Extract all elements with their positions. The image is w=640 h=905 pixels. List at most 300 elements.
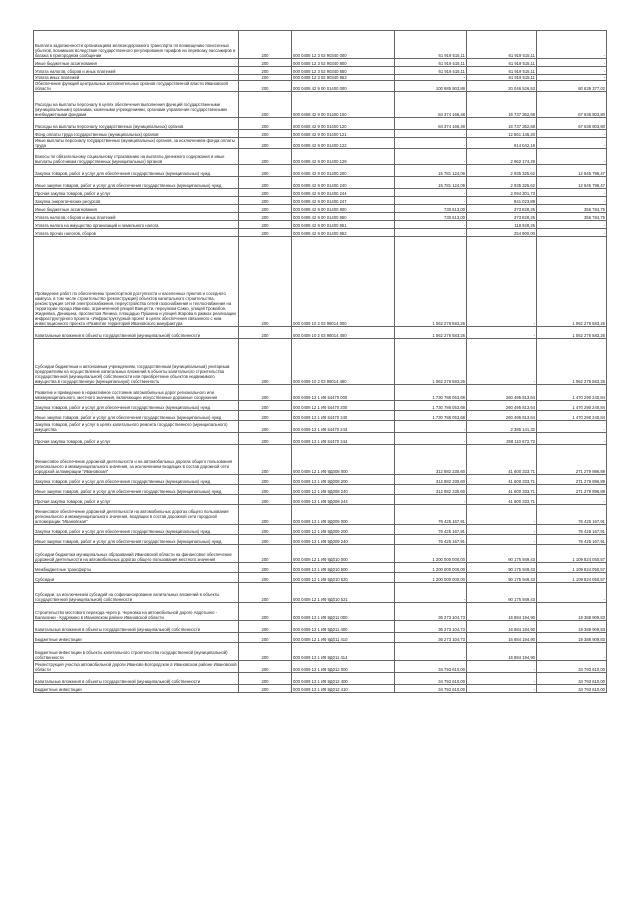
row-approved-amount: 76 425 167,91 xyxy=(395,505,467,525)
row-approved-amount: 312 882 230,60 xyxy=(395,445,467,475)
row-approved-amount: 84 374 166,48 xyxy=(395,118,467,130)
row-code: 200 xyxy=(239,221,292,229)
row-kbk: 000 0408 42 9 00 01400 247 xyxy=(292,197,395,205)
row-approved-amount: 1 200 000 000,00 xyxy=(395,545,467,563)
table-row xyxy=(34,545,607,563)
row-approved-amount: 1 062 276 583,26 xyxy=(395,237,467,327)
row-executed-amount: 41 600 333,71 xyxy=(467,475,537,485)
row-executed-amount: 16 737 362,68 xyxy=(467,118,537,130)
row-approved-amount: 34 793 610,00 xyxy=(395,673,467,685)
row-kbk: 000 0409 12 1 И8 9Д011 410 xyxy=(292,633,395,643)
row-unexecuted-amount: - xyxy=(537,189,607,197)
row-approved-amount: 36 273 104,73 xyxy=(395,633,467,643)
row-approved-amount: 1 730 786 053,68 xyxy=(395,401,467,411)
row-executed-amount: 90 175 949,43 xyxy=(467,573,537,583)
row-unexecuted-amount: 1 470 290 240,84 xyxy=(537,385,607,401)
row-name: Расходы на выплаты персоналу государственных (муниципальных) органов xyxy=(34,118,239,130)
row-executed-amount: 914 042,18 xyxy=(467,138,537,149)
row-unexecuted-amount: 67 636 803,80 xyxy=(537,118,607,130)
table-row xyxy=(34,673,607,685)
row-name: Иные выплаты персоналу государственных (муниципальных) органов, за исключением фонда оплаты труда xyxy=(34,138,239,149)
row-executed-amount: 41 600 333,71 xyxy=(467,485,537,495)
row-code: 200 xyxy=(239,411,292,421)
table-row xyxy=(34,633,607,643)
row-name: Закупка товаров, работ и услуг для обеспечения государственных (муниципальных) нужд xyxy=(34,475,239,485)
table-row xyxy=(34,563,607,573)
table-row xyxy=(34,445,607,475)
row-name: Фонд оплаты труда государственных (муниципальных) органов xyxy=(34,130,239,138)
row-executed-amount: 2 935 325,62 xyxy=(467,165,537,177)
row-kbk: 000 0408 42 9 00 01400 240 xyxy=(292,177,395,189)
table-row xyxy=(34,149,607,165)
row-unexecuted-amount: - xyxy=(537,138,607,149)
table-row xyxy=(34,411,607,421)
row-name: Прочая закупка товаров, работ и услуг xyxy=(34,189,239,197)
row-executed-amount: 373 828,25 xyxy=(467,213,537,221)
row-kbk: 000 0409 12 1 И8 9Д012 400 xyxy=(292,673,395,685)
row-kbk: 000 0409 10 2 03 98014 400 xyxy=(292,327,395,339)
row-executed-amount: - xyxy=(467,339,537,385)
row-unexecuted-amount: 1 062 276 583,26 xyxy=(537,237,607,327)
row-code: 200 xyxy=(239,75,292,81)
row-name: Уплата иных платежей xyxy=(34,75,239,81)
row-name: Прочая закупка товаров, работ и услуг xyxy=(34,495,239,505)
row-approved-amount: 15 781 124,09 xyxy=(395,177,467,189)
row-code: 200 xyxy=(239,92,292,118)
row-approved-amount: 84 374 166,48 xyxy=(395,92,467,118)
row-kbk: 000 0408 42 9 00 01400 122 xyxy=(292,138,395,149)
row-name: Развитие и приведение в нормативное состояние автомобильных дорог регионального или межмуниципального, местного значения, включающее искусственные дорожные сооружения xyxy=(34,385,239,401)
row-unexecuted-amount: 76 425 167,91 xyxy=(537,535,607,545)
row-kbk: 000 0409 12 1 И8 9Д011 400 xyxy=(292,621,395,633)
table-row xyxy=(34,535,607,545)
row-name: Бюджетные инвестиции xyxy=(34,633,239,643)
row-code: 200 xyxy=(239,67,292,75)
row-executed-amount: 258 110 672,72 xyxy=(467,433,537,445)
table-row xyxy=(34,59,607,67)
row-executed-amount: - xyxy=(467,535,537,545)
row-executed-amount: - xyxy=(467,237,537,327)
row-approved-amount: - xyxy=(395,197,467,205)
row-kbk: 000 0409 12 1 И8 9Д012 000 xyxy=(292,661,395,673)
row-code: 200 xyxy=(239,603,292,621)
row-approved-amount: - xyxy=(395,229,467,237)
row-executed-amount: 260 495 813,64 xyxy=(467,401,537,411)
row-code: 200 xyxy=(239,339,292,385)
table-row xyxy=(34,475,607,485)
table-row xyxy=(34,421,607,433)
row-approved-amount: 730 613,00 xyxy=(395,213,467,221)
row-kbk: 000 0409 10 2 03 98014 000 xyxy=(292,237,395,327)
row-kbk: 000 0409 12 1 И8 9Д008 000 xyxy=(292,445,395,475)
row-executed-amount: 373 828,25 xyxy=(467,205,537,213)
row-executed-amount: - xyxy=(467,327,537,339)
row-unexecuted-amount: 1 062 276 583,26 xyxy=(537,339,607,385)
row-name: Капитальные вложения в объекты государственной (муниципальной) собственности xyxy=(34,673,239,685)
row-unexecuted-amount: - xyxy=(537,221,607,229)
row-approved-amount: - xyxy=(395,149,467,165)
row-executed-amount: - xyxy=(467,505,537,525)
table-row xyxy=(34,189,607,197)
row-unexecuted-amount: 356 784,75 xyxy=(537,213,607,221)
row-kbk: 000 0409 12 1 И8 9Д011 414 xyxy=(292,643,395,661)
table-row xyxy=(34,205,607,213)
table-row xyxy=(34,31,607,59)
table-row xyxy=(34,621,607,633)
row-code: 200 xyxy=(239,229,292,237)
row-kbk: 000 0409 12 1 И8 9Д010 000 xyxy=(292,545,395,563)
table-row xyxy=(34,401,607,411)
row-name: Иные бюджетные ассигнования xyxy=(34,205,239,213)
row-executed-amount: 2 094 301,73 xyxy=(467,189,537,197)
row-approved-amount: 1 200 000 000,00 xyxy=(395,563,467,573)
row-code: 200 xyxy=(239,661,292,673)
row-kbk: 000 0408 42 9 00 01400 129 xyxy=(292,149,395,165)
row-unexecuted-amount: 1 109 824 050,57 xyxy=(537,573,607,583)
row-executed-amount: - xyxy=(467,685,537,693)
table-row xyxy=(34,583,607,603)
row-unexecuted-amount: 34 793 610,00 xyxy=(537,685,607,693)
row-kbk: 000 0408 42 9 00 01400 100 xyxy=(292,92,395,118)
row-kbk: 000 0409 12 1 И8 9Д009 200 xyxy=(292,525,395,535)
row-code: 200 xyxy=(239,583,292,603)
row-unexecuted-amount: - xyxy=(537,130,607,138)
row-unexecuted-amount: - xyxy=(537,583,607,603)
row-approved-amount: - xyxy=(395,75,467,81)
row-approved-amount: 76 425 167,91 xyxy=(395,525,467,535)
row-kbk: 000 0408 12 3 02 90340 800 xyxy=(292,59,395,67)
row-executed-amount: 2 385 141,32 xyxy=(467,421,537,433)
row-kbk: 000 0408 42 9 00 01400 800 xyxy=(292,205,395,213)
row-approved-amount: 1 730 786 053,68 xyxy=(395,385,467,401)
row-unexecuted-amount: 19 388 909,83 xyxy=(537,603,607,621)
row-approved-amount: - xyxy=(395,189,467,197)
row-approved-amount: 34 793 610,00 xyxy=(395,685,467,693)
row-approved-amount: - xyxy=(395,130,467,138)
row-code: 200 xyxy=(239,385,292,401)
row-name: Обеспечение функций центральных исполнительных органов государственной власти Ивановской области xyxy=(34,81,239,92)
table-row xyxy=(34,118,607,130)
row-code: 200 xyxy=(239,213,292,221)
table-row xyxy=(34,643,607,661)
row-code: 200 xyxy=(239,475,292,485)
row-kbk: 000 0409 10 2 03 98014 460 xyxy=(292,339,395,385)
row-kbk: 000 0408 12 3 02 90340 850 xyxy=(292,67,395,75)
row-kbk: 000 0409 12 1 И8 9Д008 244 xyxy=(292,495,395,505)
row-kbk: 000 0409 12 1 И8 9Д008 240 xyxy=(292,485,395,495)
row-kbk: 000 0409 12 1 И8 54470 200 xyxy=(292,401,395,411)
row-kbk: 000 0409 12 1 И8 9Д010 500 xyxy=(292,563,395,573)
row-kbk: 000 0409 12 1 И8 9Д010 521 xyxy=(292,583,395,603)
row-unexecuted-amount: 12 845 798,47 xyxy=(537,177,607,189)
table-row xyxy=(34,165,607,177)
row-kbk: 000 0409 12 1 И8 54470 243 xyxy=(292,421,395,433)
row-approved-amount: - xyxy=(395,138,467,149)
row-code: 200 xyxy=(239,643,292,661)
row-approved-amount: 312 882 230,60 xyxy=(395,475,467,485)
row-kbk: 000 0409 12 1 И8 9Д012 410 xyxy=(292,685,395,693)
row-code: 200 xyxy=(239,621,292,633)
row-code: 200 xyxy=(239,445,292,475)
row-executed-amount: 41 600 333,71 xyxy=(467,495,537,505)
row-unexecuted-amount: 271 279 896,89 xyxy=(537,445,607,475)
row-name: Закупка товаров, работ и услуг для обеспечения государственных (муниципальных) нужд xyxy=(34,525,239,535)
row-approved-amount: 61 919 515,11 xyxy=(395,59,467,67)
row-approved-amount: - xyxy=(395,433,467,445)
row-code: 200 xyxy=(239,177,292,189)
row-kbk: 000 0408 12 3 02 90340 853 xyxy=(292,75,395,81)
row-unexecuted-amount: 19 388 909,83 xyxy=(537,633,607,643)
row-unexecuted-amount: - xyxy=(537,643,607,661)
row-executed-amount: 2 962 174,29 xyxy=(467,149,537,165)
row-executed-amount: 90 175 949,43 xyxy=(467,545,537,563)
row-unexecuted-amount: 19 388 909,83 xyxy=(537,621,607,633)
expenditure-table-body xyxy=(34,31,607,693)
row-approved-amount: - xyxy=(395,583,467,603)
row-executed-amount: 61 919 515,11 xyxy=(467,75,537,81)
row-kbk: 000 0408 42 9 00 01400 200 xyxy=(292,165,395,177)
row-executed-amount: 16 737 362,68 xyxy=(467,92,537,118)
row-executed-amount: - xyxy=(467,525,537,535)
row-name: Капитальные вложения в объекты государственной (муниципальной) собственности xyxy=(34,327,239,339)
row-code: 200 xyxy=(239,495,292,505)
row-code: 200 xyxy=(239,401,292,411)
row-name: Взносы по обязательному социальному страхованию на выплаты денежного содержания и иные выплаты работникам государственных (муниципальных) органов xyxy=(34,149,239,165)
table-row xyxy=(34,213,607,221)
row-approved-amount: 36 273 104,73 xyxy=(395,621,467,633)
row-executed-amount: - xyxy=(467,673,537,685)
row-name: Выплата задолженности организациям железнодорожного транспорта по возмещению понесенных убытков, возникших вследствие государственного регулирования тарифов на перевозку пассажиров и багажа в пригородном сообщении xyxy=(34,31,239,59)
row-approved-amount: 61 919 515,11 xyxy=(395,67,467,75)
row-name: Иные бюджетные ассигнования xyxy=(34,59,239,67)
row-approved-amount: - xyxy=(395,221,467,229)
row-approved-amount: 100 685 903,88 xyxy=(395,81,467,92)
row-unexecuted-amount: 76 425 167,91 xyxy=(537,505,607,525)
row-unexecuted-amount: - xyxy=(537,149,607,165)
row-name: Иные закупки товаров, работ и услуг для обеспечения государственных (муниципальных) нужд xyxy=(34,485,239,495)
row-code: 200 xyxy=(239,81,292,92)
row-approved-amount: - xyxy=(395,643,467,661)
row-approved-amount: 1 730 786 053,68 xyxy=(395,411,467,421)
row-code: 200 xyxy=(239,149,292,165)
row-unexecuted-amount: 271 279 896,89 xyxy=(537,475,607,485)
row-name: Реконструкция участка автомобильной дороги Иваново-Богородское в Ивановском районе Ивановской области xyxy=(35,662,237,672)
table-row xyxy=(34,525,607,535)
row-name: Финансовое обеспечение дорожной деятельности на автомобильных дорогах общего пользования регионального и межмуниципального значения, входящих в состав дорожной сети городской агломерации "Ивановская" xyxy=(34,505,239,525)
row-unexecuted-amount: 1 109 824 050,57 xyxy=(537,545,607,563)
row-name: Иные закупки товаров, работ и услуг для обеспечения государственных (муниципальных) нужд xyxy=(34,177,239,189)
row-name: Закупка товаров, работ и услуг для обеспечения государственных (муниципальных) нужд xyxy=(34,401,239,411)
row-approved-amount: 730 613,00 xyxy=(395,205,467,213)
expenditure-table xyxy=(33,30,607,693)
table-row xyxy=(34,237,607,327)
table-row xyxy=(34,385,607,401)
row-unexecuted-amount: 34 793 610,00 xyxy=(537,661,607,673)
row-unexecuted-amount: 271 279 896,89 xyxy=(537,485,607,495)
row-name: Финансовое обеспечение дорожной деятельности и на автомобильных дорогах общего пользования регионального и межмуниципального значения, за исключением входящих в состав дорожной сети городской агломерации "Ивановская" xyxy=(34,445,239,475)
row-executed-amount: 841 023,89 xyxy=(467,197,537,205)
row-approved-amount: 34 793 610,00 xyxy=(395,661,467,673)
row-code: 200 xyxy=(239,205,292,213)
row-code: 200 xyxy=(239,563,292,573)
row-approved-amount: 61 919 515,11 xyxy=(395,31,467,59)
table-row xyxy=(34,685,607,693)
row-executed-amount: 41 600 333,71 xyxy=(467,445,537,475)
row-code: 200 xyxy=(239,118,292,130)
row-approved-amount: 1 200 000 000,00 xyxy=(395,573,467,583)
row-name: Закупка энергетических ресурсов xyxy=(34,197,239,205)
row-code: 200 xyxy=(239,485,292,495)
row-unexecuted-amount: 1 109 824 050,57 xyxy=(537,563,607,573)
row-name: Закупка товаров, работ и услуг для обеспечения государственных (муниципальных) нужд xyxy=(34,165,239,177)
row-approved-amount: 36 273 104,73 xyxy=(395,603,467,621)
row-kbk: 000 0408 42 9 00 01400 000 xyxy=(292,81,395,92)
row-executed-amount: 254 900,00 xyxy=(467,229,537,237)
table-row xyxy=(34,229,607,237)
row-name: Уплата налогов, сборов и иных платежей xyxy=(34,213,239,221)
row-kbk: 000 0408 12 3 02 90340 000 xyxy=(292,31,395,59)
table-row xyxy=(34,485,607,495)
row-executed-amount: 16 884 194,90 xyxy=(467,603,537,621)
row-executed-amount: 118 928,25 xyxy=(467,221,537,229)
row-unexecuted-amount: - xyxy=(537,433,607,445)
table-row xyxy=(34,433,607,445)
row-unexecuted-amount: - xyxy=(537,67,607,75)
table-row xyxy=(34,603,607,621)
row-unexecuted-amount: 1 470 290 240,84 xyxy=(537,401,607,411)
row-name: Иные закупки товаров, работ и услуг для обеспечения государственных (муниципальных) нужд xyxy=(34,535,239,545)
row-code: 200 xyxy=(239,421,292,433)
row-kbk: 000 0408 42 9 00 01400 244 xyxy=(292,189,395,197)
row-unexecuted-amount: 356 784,75 xyxy=(537,205,607,213)
row-kbk: 000 0408 42 9 00 01400 851 xyxy=(292,221,395,229)
table-row xyxy=(34,92,607,118)
table-row xyxy=(34,81,607,92)
row-name: Субсидии, за исключением субсидий на софинансирование капитальных вложений в объекты государственной (муниципальной) собственности xyxy=(34,583,239,603)
row-executed-amount: 20 046 526,53 xyxy=(467,81,537,92)
table-row xyxy=(34,177,607,189)
row-executed-amount: 16 884 194,90 xyxy=(467,643,537,661)
row-executed-amount: - xyxy=(467,661,537,673)
row-name: Иные закупки товаров, работ и услуг для обеспечения государственных (муниципальных) нужд xyxy=(34,411,239,421)
table-row xyxy=(34,573,607,583)
table-row xyxy=(34,138,607,149)
row-executed-amount: 61 919 515,11 xyxy=(467,59,537,67)
row-name: Строительство мостового перехода через р. Черновка на автомобильной дороге Авдотьино - Балахонки - Кудрякино в Ивановском районе Ивановской области xyxy=(34,603,239,621)
row-executed-amount: 12 861 146,20 xyxy=(467,130,537,138)
row-code: 200 xyxy=(239,535,292,545)
row-kbk: 000 0409 12 1 И8 9Д008 200 xyxy=(292,475,395,485)
row-name: Бюджетные инвестиции в объекты капитального строительства государственной (муниципальной) собственности xyxy=(34,643,239,661)
row-name: Проведение работ по обеспечению транспортной доступности и населенных пунктов и соседнего кампуса, в том числе строительство (реконструкция) объектов капитального строительства, реконструкция сетей электроснабжения, переустройства сетей газоснабжения и теплоснабжения на территории города Иваново, ограниченной улицей Ванцетти, переулком Сакко, улицей Громобоя, Жидеевка, Деницина, проспектом Ленина, площадью Пушкина и улицей Жарова в рамках реализации инфраструктурного проекта «Инфраструктурный проект в целях обеспечения связанного с ним инвестиционного проекта «Развитие территорий Ивановского мануфактура xyxy=(34,237,239,327)
row-code: 200 xyxy=(239,59,292,67)
row-kbk: 000 0408 42 9 00 01400 852 xyxy=(292,229,395,237)
row-code: 200 xyxy=(239,525,292,535)
row-code: 200 xyxy=(239,433,292,445)
table-row xyxy=(34,67,607,75)
row-executed-amount: 260 495 813,64 xyxy=(467,411,537,421)
row-kbk: 000 0409 12 1 И8 9Д009 000 xyxy=(292,505,395,525)
row-executed-amount: 90 175 949,43 xyxy=(467,583,537,603)
row-unexecuted-amount: - xyxy=(537,229,607,237)
row-kbk: 000 0409 12 1 И8 9Д010 520 xyxy=(292,573,395,583)
row-code: 200 xyxy=(239,31,292,59)
row-name: Субсидии xyxy=(34,573,239,583)
row-approved-amount: 1 062 276 583,26 xyxy=(395,327,467,339)
row-unexecuted-amount: 67 636 803,80 xyxy=(537,92,607,118)
row-code: 200 xyxy=(239,673,292,685)
row-name: Капитальные вложения в объекты государственной (муниципальной) собственности xyxy=(34,621,239,633)
row-executed-amount: 2 935 325,62 xyxy=(467,177,537,189)
row-approved-amount: 1 062 276 583,26 xyxy=(395,339,467,385)
row-unexecuted-amount: 76 425 167,91 xyxy=(537,525,607,535)
row-unexecuted-amount: - xyxy=(537,197,607,205)
row-kbk: 000 0409 12 1 И8 54470 244 xyxy=(292,433,395,445)
table-row xyxy=(34,221,607,229)
row-executed-amount: 16 884 194,90 xyxy=(467,633,537,643)
row-code: 200 xyxy=(239,685,292,693)
row-unexecuted-amount: 12 845 798,47 xyxy=(537,165,607,177)
row-code: 200 xyxy=(239,197,292,205)
row-kbk: 000 0409 12 1 И8 54470 240 xyxy=(292,411,395,421)
row-kbk: 000 0408 42 9 00 01400 120 xyxy=(292,118,395,130)
row-kbk: 000 0408 42 9 00 01400 121 xyxy=(292,130,395,138)
row-code: 200 xyxy=(239,573,292,583)
row-name: Субсидии бюджетным и автономным учреждениям, государственным (муниципальным) унитарным предприятиям на осуществление капитальных вложений в объекты капитального строительства государственной (муниципальной) собственности или приобретение объектов недвижимого имущества в государственную (муниципальную) собственность xyxy=(34,339,239,385)
row-unexecuted-amount: - xyxy=(537,421,607,433)
row-executed-amount: 260 495 813,64 xyxy=(467,385,537,401)
row-approved-amount: - xyxy=(395,495,467,505)
row-code: 200 xyxy=(239,237,292,327)
row-executed-amount: 61 919 515,11 xyxy=(467,31,537,59)
row-code: 200 xyxy=(239,138,292,149)
row-unexecuted-amount: - xyxy=(537,75,607,81)
table-row xyxy=(34,327,607,339)
row-name: Уплата прочих налогов, сборов xyxy=(34,229,239,237)
row-unexecuted-amount: 34 793 610,00 xyxy=(537,673,607,685)
row-code: 200 xyxy=(239,189,292,197)
table-row xyxy=(34,505,607,525)
table-row xyxy=(34,661,607,673)
row-code: 200 xyxy=(239,633,292,643)
row-unexecuted-amount: 1 470 290 240,84 xyxy=(537,411,607,421)
row-name: Прочая закупка товаров, работ и услуг xyxy=(34,433,239,445)
row-name: Бюджетные инвестиции xyxy=(34,685,239,693)
row-unexecuted-amount: - xyxy=(537,495,607,505)
row-unexecuted-amount: 80 639 377,02 xyxy=(537,81,607,92)
row-code: 200 xyxy=(239,505,292,525)
table-row xyxy=(34,197,607,205)
row-code: 200 xyxy=(239,130,292,138)
row-executed-amount: 61 919 515,11 xyxy=(467,67,537,75)
row-kbk: 000 0409 12 1 И8 9Д011 000 xyxy=(292,603,395,621)
table-row xyxy=(34,495,607,505)
row-name: Расходы на выплаты персоналу в целях обеспечения выполнения функций государственными (муниципальными) органами, казенными учреждениями, органами управления государственными внебюджетными фондами xyxy=(34,92,239,118)
row-code: 200 xyxy=(239,327,292,339)
row-unexecuted-amount: - xyxy=(537,31,607,59)
row-name: Субсидии бюджетам муниципальных образований Ивановской области на финансовое обеспечение дорожной деятельности на автомобильных дорогах общего пользования местного значения xyxy=(34,545,239,563)
row-name: Уплата налога на имущество организаций и земельного налога xyxy=(34,221,239,229)
table-row xyxy=(34,130,607,138)
row-approved-amount: 15 781 124,09 xyxy=(395,165,467,177)
row-executed-amount: 16 884 194,90 xyxy=(467,621,537,633)
row-code: 200 xyxy=(239,165,292,177)
row-approved-amount: 76 425 167,91 xyxy=(395,535,467,545)
row-kbk: 000 0409 12 1 И8 54470 000 xyxy=(292,385,395,401)
row-name: Межбюджетные трансферты xyxy=(34,563,239,573)
row-unexecuted-amount: 1 062 276 583,26 xyxy=(537,327,607,339)
row-kbk: 000 0409 12 1 И8 9Д009 240 xyxy=(292,535,395,545)
